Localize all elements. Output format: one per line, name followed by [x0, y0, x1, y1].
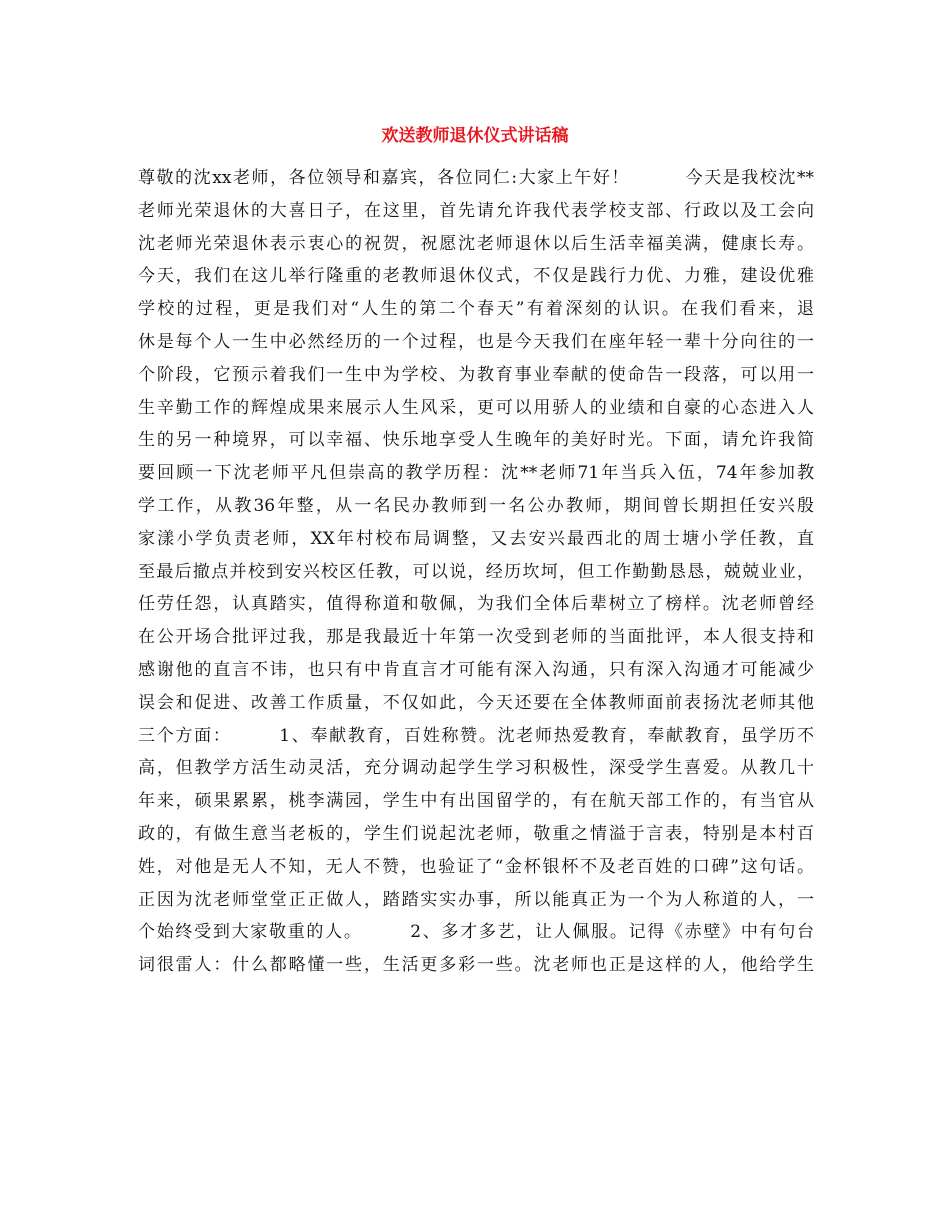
body-line: 个始终受到大家敬重的人。 2、多才多艺，让人佩服。记得《赤壁》中有句台	[138, 922, 814, 943]
body-line: 年来，硕果累累，桃李满园，学生中有出国留学的，有在航天部工作的，有当官从	[138, 791, 814, 812]
body-line: 家漾小学负责老师，XX年村校布局调整，又去安兴最西北的周士塘小学任教，直	[138, 528, 814, 549]
body-line: 尊敬的沈xx老师，各位领导和嘉宾，各位同仁:大家上午好！ 今天是我校沈**	[138, 168, 814, 188]
document-body	[138, 162, 814, 982]
body-line: 任劳任怨，认真踏实，值得称道和敬佩，为我们全体后辈树立了榜样。沈老师曾经	[138, 594, 814, 615]
body-line: 三个方面： 1、奉献教育，百姓称赞。沈老师热爱教育，奉献教育，虽学历不	[138, 725, 814, 746]
body-line: 至最后撤点并校到安兴校区任教，可以说，经历坎坷，但工作勤勤恳恳，兢兢业业，	[138, 561, 814, 582]
body-line: 正因为沈老师堂堂正正做人，踏踏实实办事，所以能真正为一个为人称道的人，一	[138, 889, 814, 910]
body-line: 误会和促进、改善工作质量，不仅如此，今天还要在全体教师面前表扬沈老师其他	[138, 692, 814, 713]
body-line: 政的，有做生意当老板的，学生们说起沈老师，敬重之情溢于言表，特别是本村百	[138, 823, 814, 844]
body-line: 生的另一种境界，可以幸福、快乐地享受人生晚年的美好时光。下面，请允许我简	[138, 430, 814, 451]
body-line: 今天，我们在这儿举行隆重的老教师退休仪式，不仅是践行力优、力雅，建设优雅	[138, 266, 814, 287]
body-line: 学校的过程，更是我们对“人生的第二个春天”有着深刻的认识。在我们看来，退	[138, 299, 814, 320]
body-line: 要回顾一下沈老师平凡但崇高的教学历程：沈**老师71年当兵入伍，74年参加教	[138, 463, 814, 484]
body-line: 学工作，从教36年整，从一名民办教师到一名公办教师，期间曾长期担任安兴殷	[138, 495, 814, 516]
body-line: 感谢他的直言不讳，也只有中肯直言才可能有深入沟通，只有深入沟通才可能减少	[138, 659, 814, 680]
body-line: 老师光荣退休的大喜日子，在这里，首先请允许我代表学校支部、行政以及工会向	[138, 200, 814, 221]
body-line: 沈老师光荣退休表示衷心的祝贺，祝愿沈老师退休以后生活幸福美满，健康长寿。	[138, 233, 814, 254]
body-line: 高，但教学方活生动灵活，充分调动起学生学习积极性，深受学生喜爱。从教几十	[138, 758, 814, 779]
body-line: 在公开场合批评过我，那是我最近十年第一次受到老师的当面批评，本人很支持和	[138, 627, 814, 648]
body-line: 生辛勤工作的辉煌成果来展示人生风采，更可以用骄人的业绩和自豪的心态进入人	[138, 397, 814, 418]
document-title: 欢送教师退休仪式讲话稿	[381, 126, 569, 146]
body-line: 休是每个人一生中必然经历的一个过程，也是今天我们在座年轻一辈十分向往的一	[138, 331, 814, 352]
body-line: 姓，对他是无人不知，无人不赞，也验证了“金杯银杯不及老百姓的口碑”这句话。	[138, 856, 814, 877]
body-line: 词很雷人：什么都略懂一些，生活更多彩一些。沈老师也正是这样的人，他给学生	[138, 955, 814, 976]
body-line: 个阶段，它预示着我们一生中为学校、为教育事业奉献的使命告一段落，可以用一	[138, 364, 814, 385]
